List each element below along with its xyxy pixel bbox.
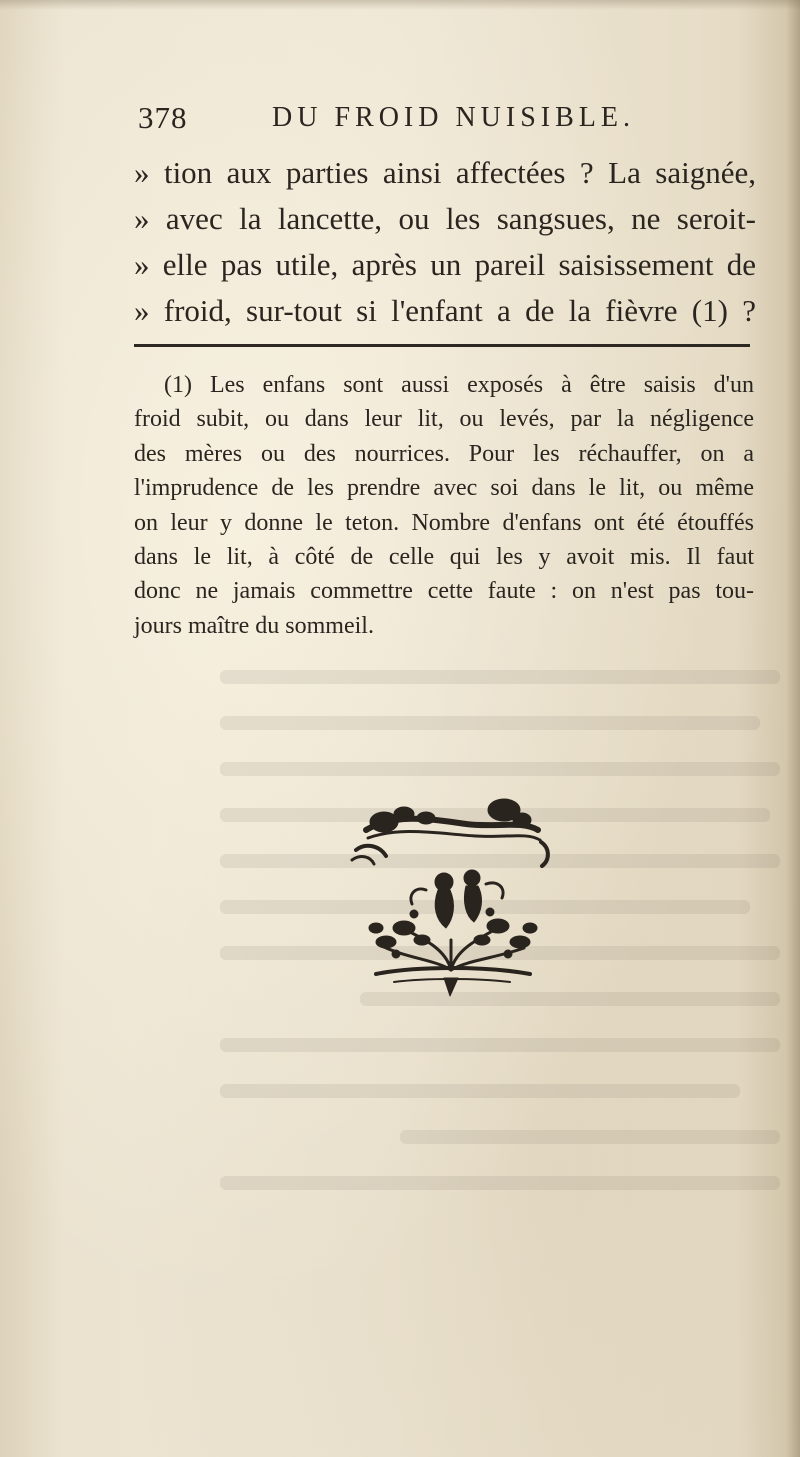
floral-cherub-vignette-icon bbox=[346, 790, 556, 1000]
footnote-line: froid subit, ou dans leur lit, ou levés, par la négligence bbox=[134, 406, 754, 433]
main-text-line: » froid, sur-tout si l'enfant a de la fièvre (1) ? bbox=[134, 293, 756, 328]
footnote-line: (1) Les enfans sont aussi exposés à être saisis d'un bbox=[164, 372, 754, 398]
footnote-block bbox=[134, 368, 758, 643]
footnote-line: on leur y donne le teton. Nombre d'enfans ont été étouffés bbox=[134, 509, 754, 536]
footnote-line: l'imprudence de les prendre avec soi dans le lit, ou même bbox=[134, 475, 754, 502]
page-top-shadow bbox=[0, 0, 800, 10]
running-header bbox=[138, 100, 762, 144]
footnote-line: des mères ou des nourrices. Pour les réchauffer, on a bbox=[134, 440, 754, 467]
footnote-line: dans le lit, à côté de celle qui les y avoit mis. Il faut bbox=[134, 543, 754, 570]
page-right-shadow bbox=[786, 0, 800, 1457]
page-number: 378 bbox=[138, 100, 188, 135]
running-title: DU FROID NUISIBLE. bbox=[272, 102, 635, 133]
main-text-line: » elle pas utile, après un pareil saisissement de bbox=[134, 247, 756, 282]
footnote-line: donc ne jamais commettre cette faute : on n'est pas tou- bbox=[134, 578, 754, 605]
main-text-line: » tion aux parties ainsi affectées ? La saignée, bbox=[134, 155, 756, 190]
main-text-block bbox=[134, 150, 766, 334]
main-text-line: » avec la lancette, ou les sangsues, ne seroit- bbox=[134, 201, 756, 236]
footnote-separator-rule bbox=[134, 344, 750, 347]
footnote-line: jours maître du sommeil. bbox=[134, 612, 374, 639]
